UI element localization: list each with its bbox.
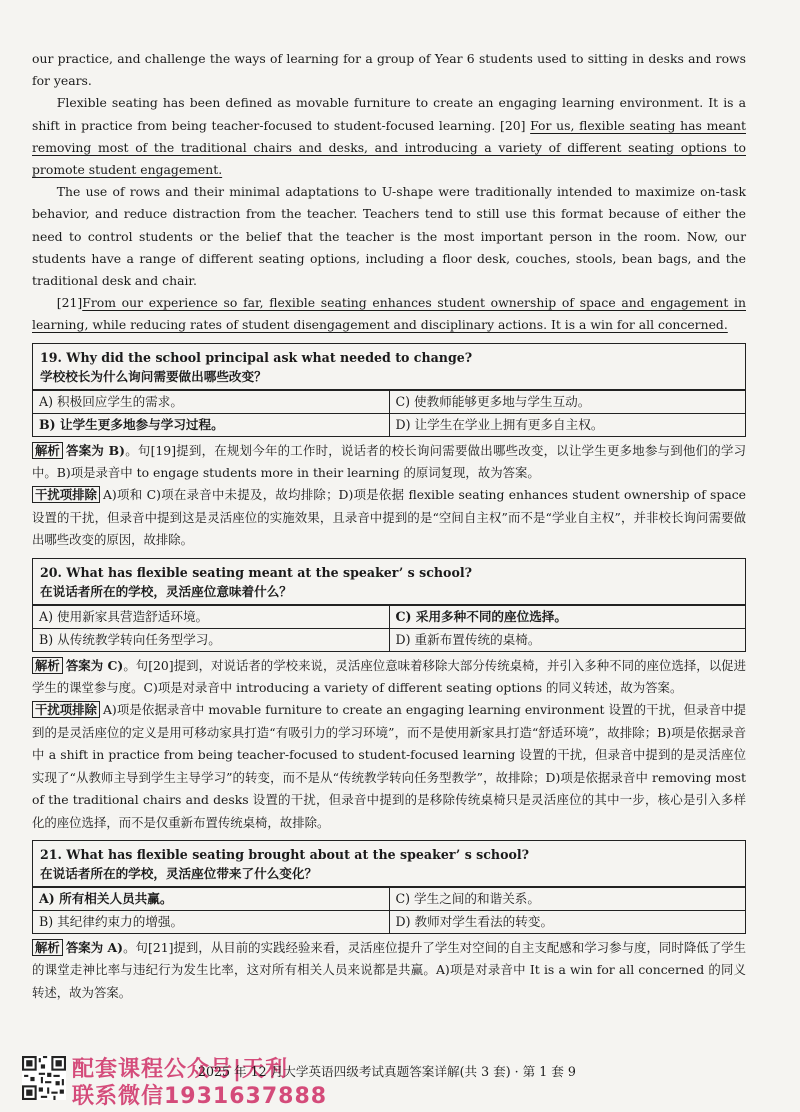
option-a: A) 所有相关人员共赢。 — [39, 890, 173, 906]
analysis-tag: 解析 — [32, 657, 63, 674]
option-a: A) 积极回应学生的需求。 — [39, 393, 183, 409]
option-d: D) 教师对学生看法的转变。 — [389, 911, 746, 933]
explanation — [32, 440, 746, 485]
question-chinese: 在说话者所在的学校，灵活座位带来了什么变化？ — [40, 865, 318, 881]
option-b: B) 从传统教学转向任务型学习。 — [39, 631, 221, 647]
question-english: 19. Why did the school principal ask what needed to change? — [40, 349, 473, 365]
option-b: B) 其纪律约束力的增强。 — [39, 913, 184, 929]
page-footer — [0, 1046, 800, 1112]
question-box — [32, 558, 746, 652]
option-d: D) 重新布置传统的桌椅。 — [389, 629, 746, 651]
option-row — [33, 887, 745, 910]
analysis-tag: 解析 — [32, 442, 63, 459]
option-b: B) 让学生更多地参与学习过程。 — [39, 416, 224, 432]
question-english: 21. What has flexible seating brought about at the speaker’ s school? — [40, 846, 530, 862]
option-row — [33, 390, 745, 413]
option-c: C) 学生之间的和谐关系。 — [389, 888, 746, 910]
option-c: C) 采用多种不同的座位选择。 — [389, 606, 746, 628]
question-chinese: 学校校长为什么询问需要做出哪些改变？ — [40, 368, 267, 384]
distractor-explanation — [32, 699, 746, 833]
option-c: C) 使教师能够更多地与学生互动。 — [389, 391, 746, 413]
explanation-text: 。句[21]提到，从目前的实践经验来看，灵活座位提升了学生对空间的自主支配感和学习参与度，同时降低了学生的课堂走神比率与违纪行为发生比率，这对所有相关人员来说都是共赢。A)项是对录音中 It is a win for all concerned 的同义转述，故为答案。 — [32, 939, 746, 1000]
passage-text: Flexible seating has been defined as movable furniture to create an engaging learning environment. It is a shift in practice from being teacher-focused to student-focused learning. [20] — [32, 95, 746, 133]
explanation — [32, 937, 746, 1004]
question-english: 20. What has flexible seating meant at the speaker’ s school? — [40, 564, 473, 580]
passage-paragraph — [32, 92, 746, 181]
analysis-tag: 解析 — [32, 939, 63, 956]
option-a: A) 使用新家具营造舒适环境。 — [39, 608, 209, 624]
watermark-line-2: 联系微信1931637888 — [72, 1084, 328, 1109]
question-box — [32, 840, 746, 934]
distractor-text: A)项是依据录音中 movable furniture to create an engaging learning environment 设置的干扰，但录音中提到的是灵活座位的定义是用可移动家具打造“有吸引力的学习环境”，而不是使用新家具打造“舒适环境”，故排除；B)项是依据录音中 a shift in practice from being teacher-focused to student-focused learning 设置的干扰，但录音中提到的是灵活座位实现了“从教师主导到学生主导学习”的转变，而不是从“传统教学转向任务型教学”，故排除；D)项是依据录音中 removing most of the traditional chairs and desks 设置的干扰，但录音中提到的是移除传统桌椅只是灵活座位的其中一步，核心是引入多样化的座位选择，而不是仅重新布置传统桌椅，故排除。 — [32, 702, 746, 830]
underlined-sentence: From our experience so far, flexible seating enhances student ownership of space and engagement in learning, while reducing rates of student disengagement and disciplinary actions. It is a win for all concerned. — [32, 295, 746, 333]
option-row — [33, 910, 745, 933]
distractor-tag: 干扰项排除 — [32, 486, 100, 503]
explanation-text: 。句[19]提到，在规划今年的工作时，说话者的校长询问需要做出哪些改变，以让学生更多地参与到他们的学习中。B)项是录音中 to engage students more in their learning 的原词复现，故为答案。 — [32, 442, 746, 481]
underlined-sentence: For us, flexible seating has meant removing most of the traditional chairs and desks, and introducing a variety of different seating options to promote student engagement. — [32, 117, 746, 178]
passage-paragraph: our practice, and challenge the ways of learning for a group of Year 6 students used to sitting in desks and rows for years. — [32, 51, 746, 89]
distractor-tag: 干扰项排除 — [32, 701, 100, 718]
page-footer-text: 2025 年 12 月大学英语四级考试真题答案详解(共 3 套) · 第 1 套 9 — [198, 1064, 576, 1079]
qr-code-icon — [22, 1056, 66, 1100]
answer-text: 答案为 A) — [65, 939, 124, 955]
option-row — [33, 605, 745, 628]
watermark-line-1: 配套课程公众号|天利 — [72, 1057, 289, 1082]
answer-text: 答案为 C) — [65, 657, 124, 673]
distractor-text: A)项和 C)项在录音中未提及，故均排除；D)项是依据 flexible seating enhances student ownership of space 设置的干扰，但录音中提到这是灵活座位的实施效果，且录音中提到的是“空间自主权”而不是“学业自主权”，并非校长询问需要做出哪些改变的原因，故排除。 — [32, 487, 746, 548]
explanation-text: 。句[20]提到，对说话者的学校来说，灵活座位意味着移除大部分传统桌椅，并引入多种不同的座位选择，以促进学生的课堂参与度。C)项是对录音中 introducing a variety of different seating options 的同义转述，故为答案。 — [32, 657, 747, 696]
passage-paragraph — [32, 292, 746, 336]
question-chinese: 在说话者所在的学校，灵活座位意味着什么？ — [40, 583, 292, 599]
option-d: D) 让学生在学业上拥有更多自主权。 — [389, 414, 746, 436]
question-box — [32, 343, 746, 437]
option-row — [33, 628, 745, 651]
question-header — [33, 841, 745, 887]
question-header — [33, 344, 745, 390]
document-page — [32, 0, 746, 1004]
question-header — [33, 559, 745, 605]
sentence-marker: [21] — [56, 295, 83, 311]
passage-paragraph: The use of rows and their minimal adaptations to U-shape were traditionally intended to maximize on-task behavior, and reduce distraction from the teacher. Teachers tend to still use this format because of either the need to control students or the belief that the teacher is the most important person in the room. Now, our students have a range of different seating options, including a floor desk, couches, stools, bean bags, and the traditional desk and chair. — [32, 184, 746, 289]
answer-text: 答案为 B) — [65, 442, 125, 458]
option-row — [33, 413, 745, 436]
distractor-explanation — [32, 484, 746, 551]
explanation — [32, 655, 746, 700]
